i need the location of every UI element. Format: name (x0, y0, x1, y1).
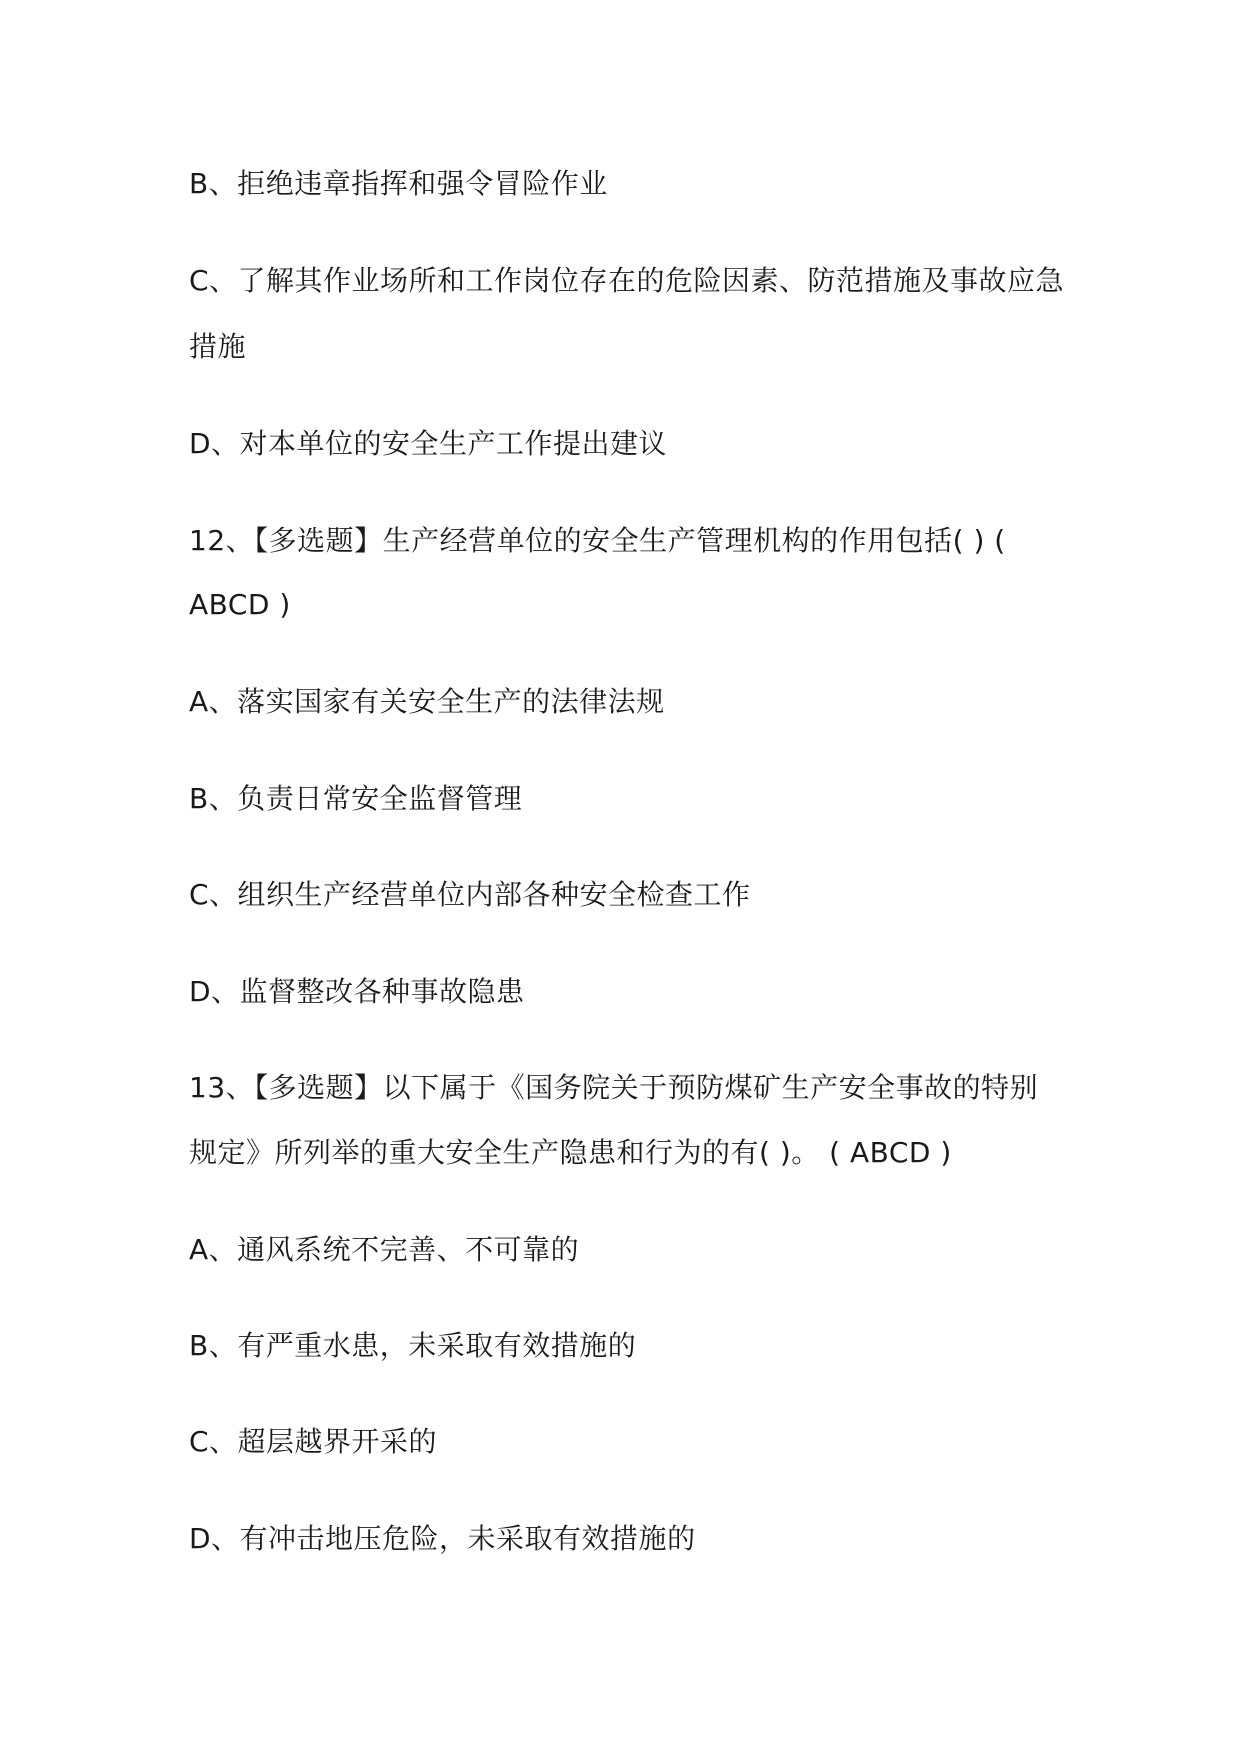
q12-option-d: D、监督整改各种事故隐患 (189, 975, 525, 1008)
q13-option-d: D、有冲击地压危险，未采取有效措施的 (189, 1522, 696, 1555)
q12-option-c: C、组织生产经营单位内部各种安全检查工作 (189, 878, 751, 911)
q13-option-a: A、通风系统不完善、不可靠的 (189, 1233, 580, 1266)
q12-question-stem: 12、【多选题】生产经营单位的安全生产管理机构的作用包括( ) ( (189, 524, 1006, 557)
q12-answer: ABCD ) (189, 588, 291, 621)
q12-option-b: B、负责日常安全监督管理 (189, 782, 523, 815)
q11-option-d: D、对本单位的安全生产工作提出建议 (189, 427, 668, 460)
q12-option-a: A、落实国家有关安全生产的法律法规 (189, 685, 665, 718)
q13-question-stem: 13、【多选题】以下属于《国务院关于预防煤矿生产安全事故的特别 (189, 1071, 1039, 1104)
q13-option-b: B、有严重水患，未采取有效措施的 (189, 1329, 637, 1362)
q11-option-b: B、拒绝违章指挥和强令冒险作业 (189, 167, 608, 200)
q11-option-c: C、了解其作业场所和工作岗位存在的危险因素、防范措施及事故应急 (189, 264, 1065, 297)
q13-option-c: C、超层越界开采的 (189, 1425, 438, 1458)
q11-option-c-continued: 措施 (189, 330, 247, 363)
q13-question-stem-continued: 规定》所列举的重大安全生产隐患和行为的有( )。 ( ABCD ) (189, 1136, 952, 1169)
